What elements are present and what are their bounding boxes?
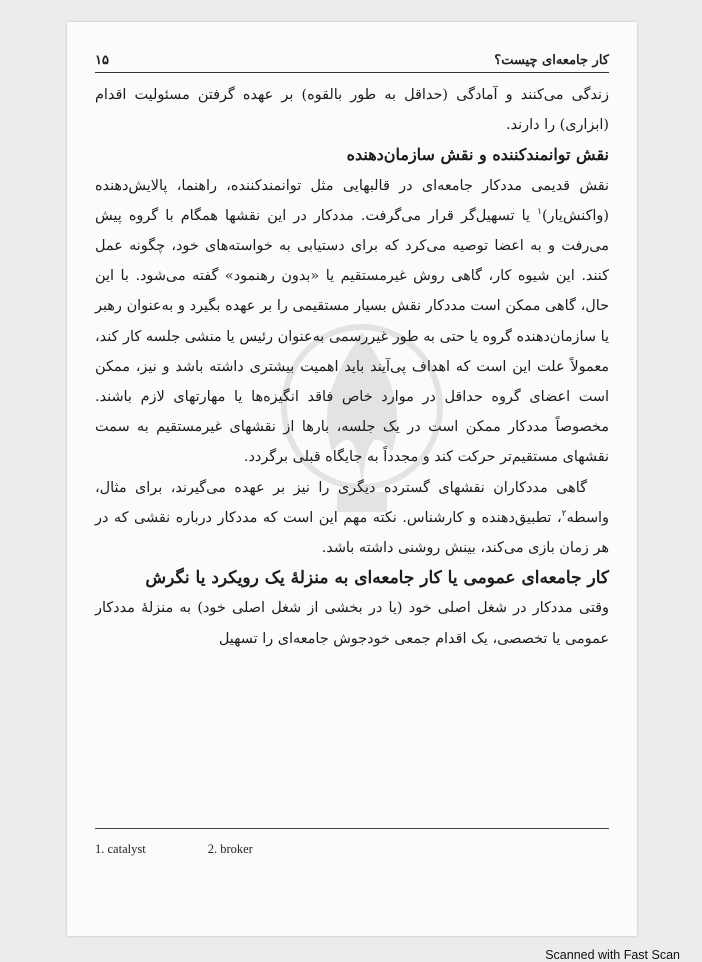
footnote-1-text: catalyst (107, 842, 146, 856)
body-text (95, 80, 609, 654)
header-rule (95, 72, 609, 73)
paragraph-other-roles-part2: ، تطبیق‌دهنده و کارشناس. نکته مهم این است که مددکار درباره نقشی که در هر زمان بازی می‌کند، بینش روشنی داشته باشد. (95, 509, 609, 557)
footnotes (95, 842, 253, 857)
footnote-rule (95, 828, 609, 829)
paragraph-roles (95, 171, 609, 473)
footnote-1 (95, 842, 146, 857)
paragraph-roles-part2: یا تسهیل‌گر قرار می‌گرفت. مددکار در این نقشها همگام با گروه پیش می‌رفت و به اعضا توصیه می‌کرد که برای دستیابی به خواسته‌های خود، چگونه عمل کنند. این شیوه کار، گاهی روش غیرمستقیم یا «بدون رهنمود» گفته می‌شود. با این حال، گاهی ممکن است مددکار نقش بسیار مستقیمی را بر عهده بگیرد و به‌عنوان رهبر یا سازمان‌دهنده گروه یا حتی به طور غیررسمی به‌عنوان رئیس یا منشی جلسه کار کند، معمولاً علت این است که اهداف پی‌آیند باید اهمیت بیشتری داشته باشد و نیز، ممکن است اعضای گروه حداقل در موارد خاص فاقد انگیزه‌ها یا مهارتهای لازم باشند. مخصوصاً مددکار ممکن است در یک جلسه، بارها از نقشهای غیرمستقیم به سمت نقشهای مستقیم‌تر حرکت کند و مجدداً به جایگاه قبلی برگردد. (95, 207, 609, 466)
paragraph-other-roles (95, 473, 609, 564)
section-heading-empowering: نقش توانمندکننده و نقش سازمان‌دهنده (346, 145, 609, 165)
paragraph-general: وقتی مددکار در شغل اصلی خود (یا در بخشی از شغل اصلی خود) به منزلهٔ مددکار عمومی یا تخصصی، یک اقدام جمعی خودجوش جامعه‌ای را تسهیل (95, 600, 609, 647)
document-page (67, 22, 637, 936)
footnote-2 (208, 842, 253, 857)
paragraph-roles-part1: نقش قدیمی مددکار جامعه‌ای در قالبهایی مثل توانمندکننده، راهنما، پالایش‌دهنده (واکنش‌یار) (95, 177, 609, 224)
scanner-watermark-text: Scanned with Fast Scan (545, 948, 680, 962)
running-title: کار جامعه‌ای چیست؟ (494, 53, 609, 68)
footnote-2-number: 2. (207, 842, 218, 856)
paragraph-intro: زندگی می‌کنند و آمادگی (حداقل به طور بالقوه) بر عهده گرفتن مسئولیت اقدام (ابزاری) را دارند. (95, 87, 609, 134)
page-header (95, 38, 609, 68)
page-number: ۱۵ (95, 53, 109, 68)
paragraph-other-roles-part1: گاهی مددکاران نقشهای گسترده دیگری را نیز بر عهده می‌گیرند، برای مثال، واسطه (95, 479, 609, 526)
footnote-ref-2: ۲ (561, 509, 567, 520)
footnote-ref-1: ۱ (537, 207, 542, 218)
footnote-1-number: 1. (95, 842, 105, 856)
section-heading-general: کار جامعه‌ای عمومی یا کار جامعه‌ای به منزلهٔ یک رویکرد یا نگرش (145, 568, 609, 589)
footnote-2-text: broker (220, 842, 253, 856)
